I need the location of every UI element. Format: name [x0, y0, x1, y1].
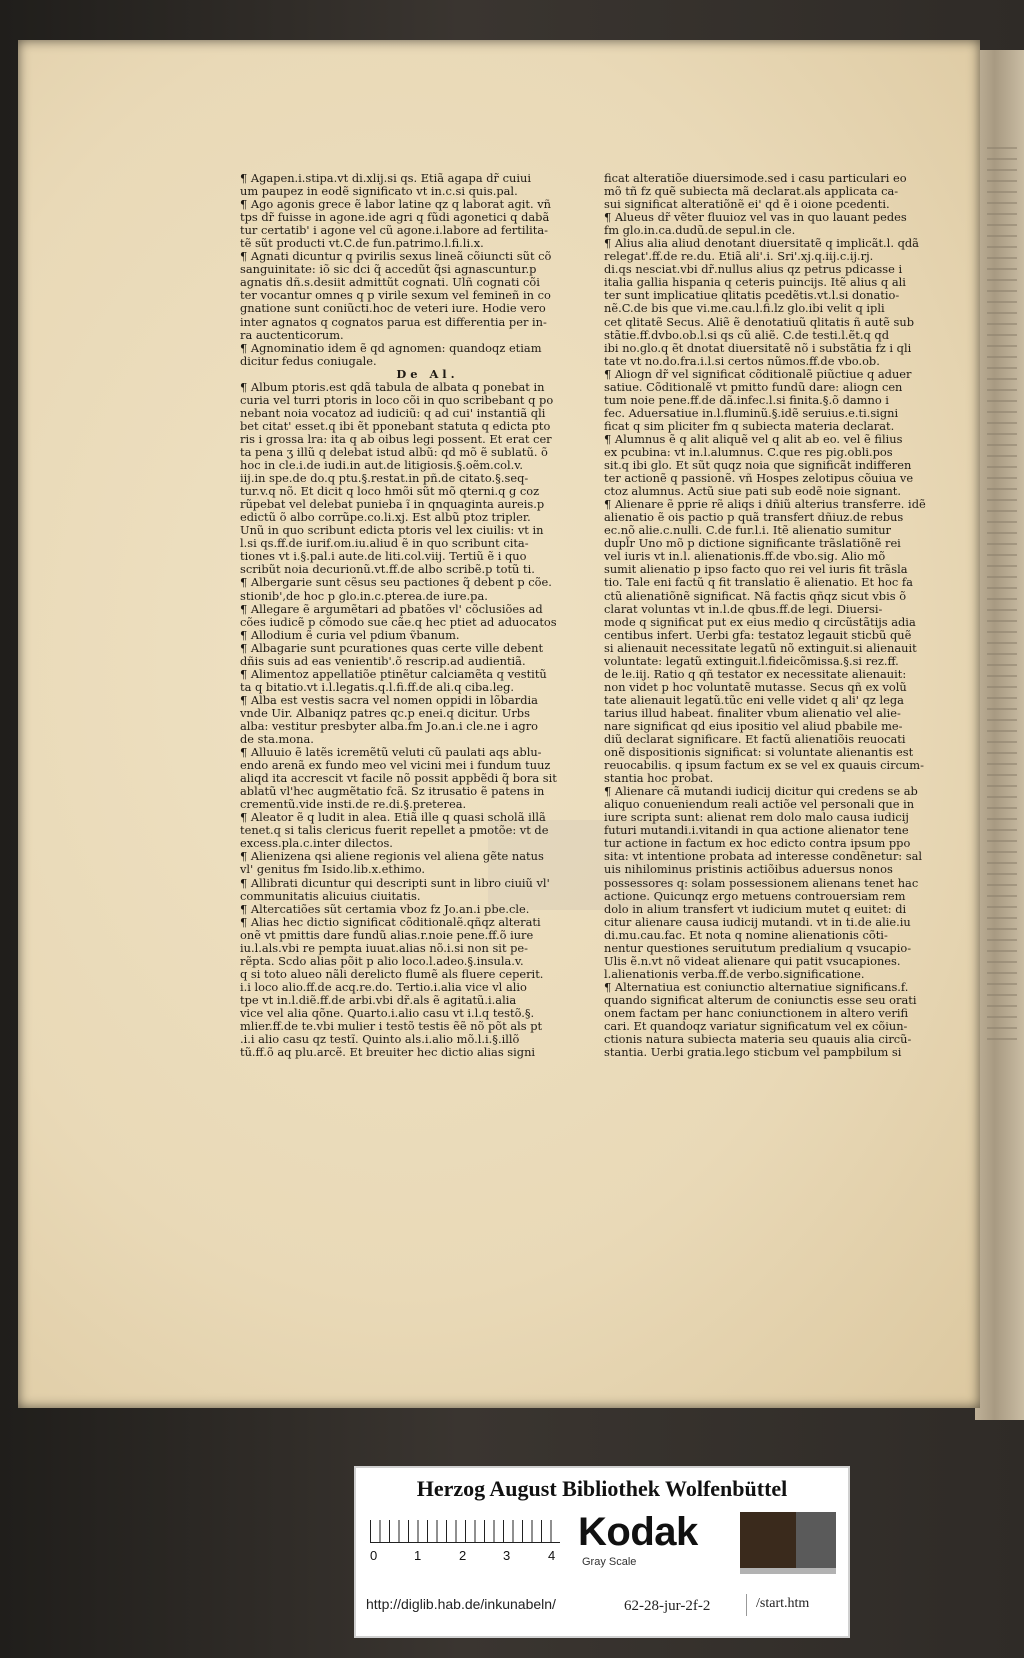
text-line: cari. Et quandoqz variatur significatum vel ex cõiun- — [604, 1019, 908, 1034]
text-line: de le.iij. Ratio q qñ testator ex necessitate alienauit: — [604, 666, 907, 681]
text-line: cões iudicẽ p cõmodo sue cãe.q hec ptiet ad aduocatos — [240, 614, 557, 629]
text-line: rẽpta. Scdo alias põit p alio loco.l.adeo.§.insula.v. — [240, 953, 524, 968]
text-line: ¶ Alumnus ẽ q alit aliquẽ vel q alit ab eo. vel ẽ filius — [604, 431, 903, 446]
text-line: citur alienare causa iudicij mutandi. vt in ti.de alie.iu — [604, 914, 911, 929]
text-line: nẽ.C.de bis que vi.me.cau.l.fi.lz glo.ibi velit q ipli — [604, 301, 885, 316]
library-title: Herzog August Bibliothek Wolfenbüttel — [416, 1476, 788, 1501]
text-line: nentur questiones seruitutum predialium q vsucapio- — [604, 940, 912, 955]
text-line: ibi no.glo.q ẽt dnotat diuersitatẽ nõ i substãtia fz i qli — [604, 340, 912, 355]
text-line: rũpebat vel delebat punieba ĩ in qnquaginta aureis.p — [240, 497, 545, 512]
text-line: alba: vestitur presbyter alba.fm Jo.an.i cle.ne i agro — [240, 718, 538, 733]
swatch-mid — [796, 1512, 836, 1568]
ruler-label: 2 — [459, 1548, 467, 1563]
text-line: sumit alienatio p ipso facto quo rei vel iuris fit trãsla — [604, 562, 908, 577]
text-line: mode q significat put ex eius medio q circũstãtijs adia — [604, 614, 916, 629]
text-line: agnatis dñ.s.desiit admittũt cognati. Ulñ cognati cõi — [240, 275, 540, 290]
text-line: ec.nõ alie.c.nulli. C.de fur.l.i. Itẽ alienatio sumitur — [604, 523, 892, 538]
text-line: tur certatib' i agone vel cũ agone.i.labore ad fertilita- — [240, 223, 548, 238]
text-line: mlier.ff.de te.vbi mulier i testõ testis ẽẽ nõ põt als pt — [240, 1019, 543, 1034]
text-line: diũ declarat significare. Et factũ alienatiõis reuocati — [604, 732, 906, 747]
text-line: tpe vt in.l.diẽ.ff.de arbi.vbi dr̃.als ẽ agitatũ.i.alia — [240, 992, 517, 1007]
text-line: ¶ Alienare cã mutandi iudicij dicitur qui credens se ab — [604, 784, 918, 799]
text-line: communitatis alicuius ciuitatis. — [240, 888, 421, 903]
text-line: fec. Aduersatiue in.l.fluminũ.§.idẽ seruius.e.ti.signi — [604, 405, 899, 420]
scale-ruler — [370, 1520, 560, 1543]
text-line: Ulis ẽ.n.vt nõ videat alienare qui patit vsucapiones. — [604, 953, 901, 968]
text-line: reuocabilis. q ipsum factum ex se vel ex quauis circum- — [604, 758, 924, 773]
text-line: hoc in cle.i.de iudi.in aut.de litigiosis.§.oẽm.col.v. — [240, 458, 524, 473]
text-line: di.qs nesciat.vbi dr̃.nullus alius qz petrus pdicasse i — [604, 262, 903, 277]
text-line: tate alienauit legatũ.tũc eni velle videt q ali' qz lega — [604, 692, 904, 707]
text-line: tur actione in factum ex hoc edicto contra ipsum ppo — [604, 836, 911, 851]
text-line: iure scripta sunt: alienat rem dolo malo causa iudicij — [604, 810, 909, 825]
section-heading: De Al. — [396, 366, 459, 381]
text-line: ¶ Agnominatio idem ẽ qd agnomen: quandoqz etiam — [240, 340, 542, 355]
text-line: ¶ Ago agonis grece ẽ labor latine qz q laborat agit. vñ — [240, 197, 551, 212]
text-line: uis nihilominus pristinis actiõibus aduersus nonos — [604, 862, 893, 877]
color-target-card — [354, 1466, 850, 1638]
text-line: ¶ Albagarie sunt pcurationes quas certe ville debent — [240, 640, 544, 655]
text-line: tarius illud habeat. finaliter vbum alienatio vel alie- — [604, 705, 901, 720]
text-line: ¶ Allegare ẽ argumẽtari ad pbatões vl' cõclusiões ad — [240, 601, 543, 616]
digital-library-url[interactable]: http://diglib.hab.de/inkunabeln/ — [366, 1596, 556, 1612]
text-line: crementũ.vide insti.de re.di.§.preterea. — [240, 797, 467, 812]
text-line: ¶ Alba est vestis sacra vel nomen oppidi in lõbardia — [240, 692, 538, 707]
kodak-logo: Kodak — [578, 1510, 698, 1554]
text-line: vnde Uir. Albaniqz patres qc.p enei.q dicitur. Urbs — [240, 705, 530, 720]
text-line: onẽ dispositionis significat: si voluntate alienantis est — [604, 745, 914, 760]
text-line: bet citat' esset.q ibi ẽt pponebant statuta q edicta pto — [240, 418, 551, 433]
text-line: gnatione sunt coniũcti.hoc de veteri iure. Hodie vero — [240, 301, 546, 316]
text-line: clarat voluntas vt in.l.de qbus.ff.de legi. Diuersi- — [604, 601, 883, 616]
text-line: nare significat qd eius ipositio vel aliud pbabile me- — [604, 718, 903, 733]
text-line: cet qlitatẽ Secus. Aliẽ ẽ denotatiuũ qlitatis ñ autẽ sub — [604, 314, 915, 329]
text-line: um paupez in eodẽ significato vt in.c.si quis.pal. — [240, 184, 518, 199]
text-line: mõ tñ fz quẽ subiecta mã declarat.als applicata ca- — [604, 184, 899, 199]
text-line: tenet.q si talis clericus fuerit repellet a pmotõe: vt de — [240, 823, 549, 838]
text-line: ris i grossa lra: ita q ab oibus legi possent. Et erat cer — [240, 431, 552, 446]
swatch-dark — [740, 1512, 796, 1568]
text-line: dñis suis ad eas venientib'.õ rescrip.ad audientiã. — [240, 653, 526, 668]
text-line: ¶ Alias hec dictio significat cõditionalẽ.qñqz alterati — [240, 914, 541, 929]
text-line: ta pena ʒ illũ q delebat istud albũ: qd mõ ẽ sublatũ. õ — [240, 444, 548, 459]
text-line: si alienauit necessitate legatũ nõ extinguit.si alienauit — [604, 640, 917, 655]
text-line: tẽ sũt producti vt.C.de fun.patrimo.l.fi.li.x. — [240, 236, 484, 251]
text-line: ex pcubina: vt in.l.alumnus. C.que res pig.obli.pos — [604, 444, 893, 459]
text-line: non videt p hoc voluntatẽ mutasse. Secus qñ ex volũ — [604, 679, 907, 694]
text-line: i.i loco alio.ff.de acq.re.do. Tertio.i.alia vice vl alio — [240, 979, 527, 994]
text-line: ter vocantur omnes q p virile sexum vel femineñ in co — [240, 288, 551, 303]
text-line: possessores q: solam possessionem alienans tenet hac — [604, 875, 919, 890]
text-line: vel iuris vt in.l. alienationis.ff.de vbo.sig. Alio mõ — [604, 549, 886, 564]
text-line: onẽ vt pmittis dare fundũ alias.r.noie pene.ff.õ iure — [240, 927, 534, 942]
text-line: onem factam per hanc coniunctionem in altero verifi — [604, 1006, 909, 1020]
text-line: edictũ õ albo corrũpe.co.li.xj. Est albũ ptoz tripler. — [240, 510, 531, 525]
text-line: ta q bitatio.vt i.l.legatis.q.l.fi.ff.de ali.q ciba.leg. — [240, 679, 515, 694]
text-line: tiones vt i.§.pal.i aute.de liti.col.viij. Tertiũ ẽ i quo — [240, 549, 527, 564]
text-line: ¶ Alueus dr̃ vẽter fluuioz vel vas in quo lauant pedes — [604, 210, 907, 225]
text-line: ¶ Alimentoz appellatiõe ptinẽtur calciamẽta q vestitũ — [240, 666, 547, 681]
text-line: voluntate: legatũ extinguit.l.fideicõmissa.§.si rez.ff. — [604, 653, 899, 668]
right-text-column — [604, 172, 979, 1059]
text-line: ¶ Alius alia aliud denotant diuersitatẽ q implicãt.l. qdã — [604, 236, 919, 251]
text-line: ter sunt implicatiue qlitatis pcedẽtis.vt.l.si donatio- — [604, 288, 900, 303]
text-line: ficat alteratiõe diuersimode.sed i casu particulari eo — [604, 171, 907, 185]
text-line: iij.in spe.de do.q ptu.§.restat.in pñ.de citato.§.seq- — [240, 471, 529, 486]
text-line: aliqd ita accrescit vt facile nõ possit appbẽdi q̃ bora sit — [240, 771, 557, 786]
text-line: ter actionẽ q passionẽ. vñ Hospes zelotipus cõuiua ve — [604, 471, 914, 486]
ruler-label: 0 — [370, 1548, 378, 1563]
text-line: dupl̃r Uno mõ p dictione significante trãslatiõnẽ rei — [604, 536, 901, 551]
text-line: sui significat alteratiõnẽ ei' qd ẽ i oione pcedenti. — [604, 197, 890, 212]
text-line: futuri mutandi.i.vitandi in qua actione alienator tene — [604, 823, 909, 838]
text-line: quando significat alterum de coniunctis esse seu orati — [604, 992, 917, 1007]
text-line: centibus infert. Uerbi gfa: testatoz legauit sticbũ quẽ — [604, 627, 912, 642]
text-line: ¶ Alternatiua est coniunctio alternatiue significans.f. — [604, 979, 909, 994]
text-line: de sta.mona. — [240, 732, 314, 747]
text-line: ficat q sim pliciter fm q subiecta materia declarat. — [604, 418, 895, 433]
text-line: curia vel turri ptoris in loco cõi in quo scribebant q po — [240, 392, 554, 407]
text-line: scribũt noia decurionũ.vt.ff.de albo scribẽ.p totũ ti. — [240, 562, 535, 577]
text-line: fm glo.in.ca.dudũ.de sepul.in cle. — [604, 223, 796, 238]
text-line: Unũ in quo scribunt edicta ptoris vel lex ciuilis: vt in — [240, 523, 544, 538]
text-line: q si toto alueo nãli derelicto flumẽ als fluere ceperit. — [240, 966, 544, 981]
text-line: l.si qs.ff.de iurif.om.iu.aliud ẽ in quo scribunt cita- — [240, 536, 529, 551]
text-line: tate vt no.do.fra.i.l.si certos nũmos.ff.de vbo.ob. — [604, 353, 880, 368]
text-line: ¶ Agapen.i.stipa.vt di.xlij.si qs. Etiã agapa dr̃ cuiui — [240, 171, 531, 185]
text-line: stionib',de hoc p glo.in.c.pterea.de iure.pa. — [240, 588, 488, 603]
text-line: italia gallia hispania q ceteris puincijs. Itẽ alius q ali — [604, 275, 906, 290]
text-line: ablatũ vl'hec augmẽtatio fcã. Sz itrusatio ẽ patens in — [240, 784, 545, 799]
text-line: stantia. Uerbi gratia.lego sticbum vel pampbilum si — [604, 1045, 902, 1060]
text-line: tur.v.q nõ. Et dicit q loco hmõi sũt mõ qterni.q g coz — [240, 484, 540, 499]
text-line: iu.l.als.vbi re pempta iuuat.alias nõ.i.si non sit pe- — [240, 940, 529, 955]
text-line: ctoz alumnus. Actũ siue pati sub eodẽ noie signant. — [604, 484, 902, 499]
ruler-label: 1 — [414, 1548, 422, 1563]
swatch-light — [740, 1568, 836, 1574]
ruler-label: 3 — [503, 1548, 511, 1563]
text-line: tum noie pene.ff.de dã.infec.l.si finita.§.õ damno i — [604, 392, 889, 407]
text-line: tio. Tale eni factũ q fit translatio ẽ alienatio. Et hoc fa — [604, 575, 913, 590]
text-line: dolo in alium transfert vt iudicium mutet q euitet: di — [604, 901, 907, 916]
text-line: sit.q ibi glo. Et sũt quqz noia que significãt indifferen — [604, 458, 912, 473]
text-line: ctũ alienatiõnẽ significat. Nã factis qñqz sicut vbis õ — [604, 588, 907, 603]
text-line: satiue. Cõditionalẽ vt pmitto fundũ dare: aliogn cen — [604, 379, 903, 394]
text-line: .i.i alio casu qz testĩ. Quinto als.i.alio mõ.l.i.§.illõ — [240, 1032, 520, 1047]
text-line: di.mu.cau.fac. Et nota q nomine alienationis cõti- — [604, 927, 888, 942]
gray-scale-label: Gray Scale — [582, 1556, 637, 1568]
text-line: ra auctenticorum. — [240, 327, 344, 342]
text-line: excess.pla.c.inter dilectos. — [240, 836, 393, 851]
text-line: aliquo conueniendum reali actiõe vel personali que in — [604, 797, 915, 812]
text-line: dicitur fedus coniugale. — [240, 353, 377, 368]
text-line: vice vel alia qõne. Quarto.i.alio casu vt i.l.q testõ.§. — [240, 1006, 535, 1020]
text-line: tps dr̃ fuisse in agone.ide agri q fũdi agonetici q dabã — [240, 210, 550, 225]
text-line: relegat'.ff.de re.du. Etiã ali'.i. Sri'.xj.q.iij.c.ij.rj. — [604, 249, 874, 264]
text-line: endo arenã ex fundo meo vel vicini mei i fundum tuuz — [240, 758, 551, 773]
text-line: stãtie.ff.dvbo.ob.l.si qs cũ aliẽ. C.de testi.l.ẽt.q qd — [604, 327, 889, 342]
text-line: sanguinitate: iõ sic dci q̃ accedũt q̃si agnascuntur.p — [240, 262, 537, 277]
next-page-text-bleed — [987, 140, 1017, 1040]
text-line: ¶ Allodium ẽ curia vel pdium ṽbanum. — [240, 627, 460, 642]
text-line: ¶ Albergarie sunt cẽsus seu pactiones q̃ debent p cõe. — [240, 575, 552, 590]
text-line: tũ.ff.õ aq plu.arcẽ. Et breuiter hec dictio alias signi — [240, 1045, 536, 1060]
text-line: nebant noia vocatoz ad iudiciũ: q ad cui' instantiã qli — [240, 405, 546, 420]
text-line: ¶ Alienare ẽ pprie rẽ aliqs i dñiũ alterius transferre. idẽ — [604, 497, 926, 512]
text-line: stantia hoc probat. — [604, 771, 714, 786]
text-line: ¶ Agnati dicuntur q pvirilis sexus lineã cõiuncti sũt cõ — [240, 249, 552, 264]
start-link[interactable]: /start.htm — [756, 1596, 810, 1611]
text-line: ¶ Alluuio ẽ latẽs icremẽtũ veluti cũ paulati aqs ablu- — [240, 745, 542, 760]
divider — [746, 1594, 747, 1616]
text-line: inter agnatos q cognatos parua est differentia per in- — [240, 314, 547, 329]
shelfmark: 62-28-jur-2f-2 — [624, 1598, 711, 1614]
text-line: ¶ Aleator ẽ q ludit in alea. Etiã ille q quasi scholã illã — [240, 810, 546, 825]
ruler-label: 4 — [548, 1548, 556, 1563]
text-line: ¶ Altercatiões sũt certamia vboz fz Jo.an.i pbe.cle. — [240, 901, 530, 916]
text-line: ctionis natura subiecta materia seu quauis alia circũ- — [604, 1032, 912, 1047]
text-line: sita: vt intentione probata ad interesse condẽnetur: sal — [604, 849, 923, 864]
text-line: vl' genitus fm Isido.lib.x.ethimo. — [240, 862, 426, 877]
text-line: ¶ Allibrati dicuntur qui descripti sunt in libro ciuiũ vl' — [240, 875, 550, 890]
text-line: ¶ Album ptoris.est qdã tabula de albata q ponebat in — [240, 379, 545, 394]
text-line: ¶ Aliogn dr̃ vel significat cõditionalẽ piũctiue q aduer — [604, 366, 912, 381]
left-text-column — [240, 172, 615, 1059]
text-line: ¶ Alienizena qsi aliene regionis vel aliena gẽte natus — [240, 849, 544, 864]
text-line: l.alienationis verba.ff.de verbo.significatione. — [604, 966, 865, 981]
text-line: actione. Quicunqz ergo metuens controuersiam rem — [604, 888, 906, 903]
text-line: alienatio ẽ ois pactio p quã transfert dñiuz.de rebus — [604, 510, 904, 525]
